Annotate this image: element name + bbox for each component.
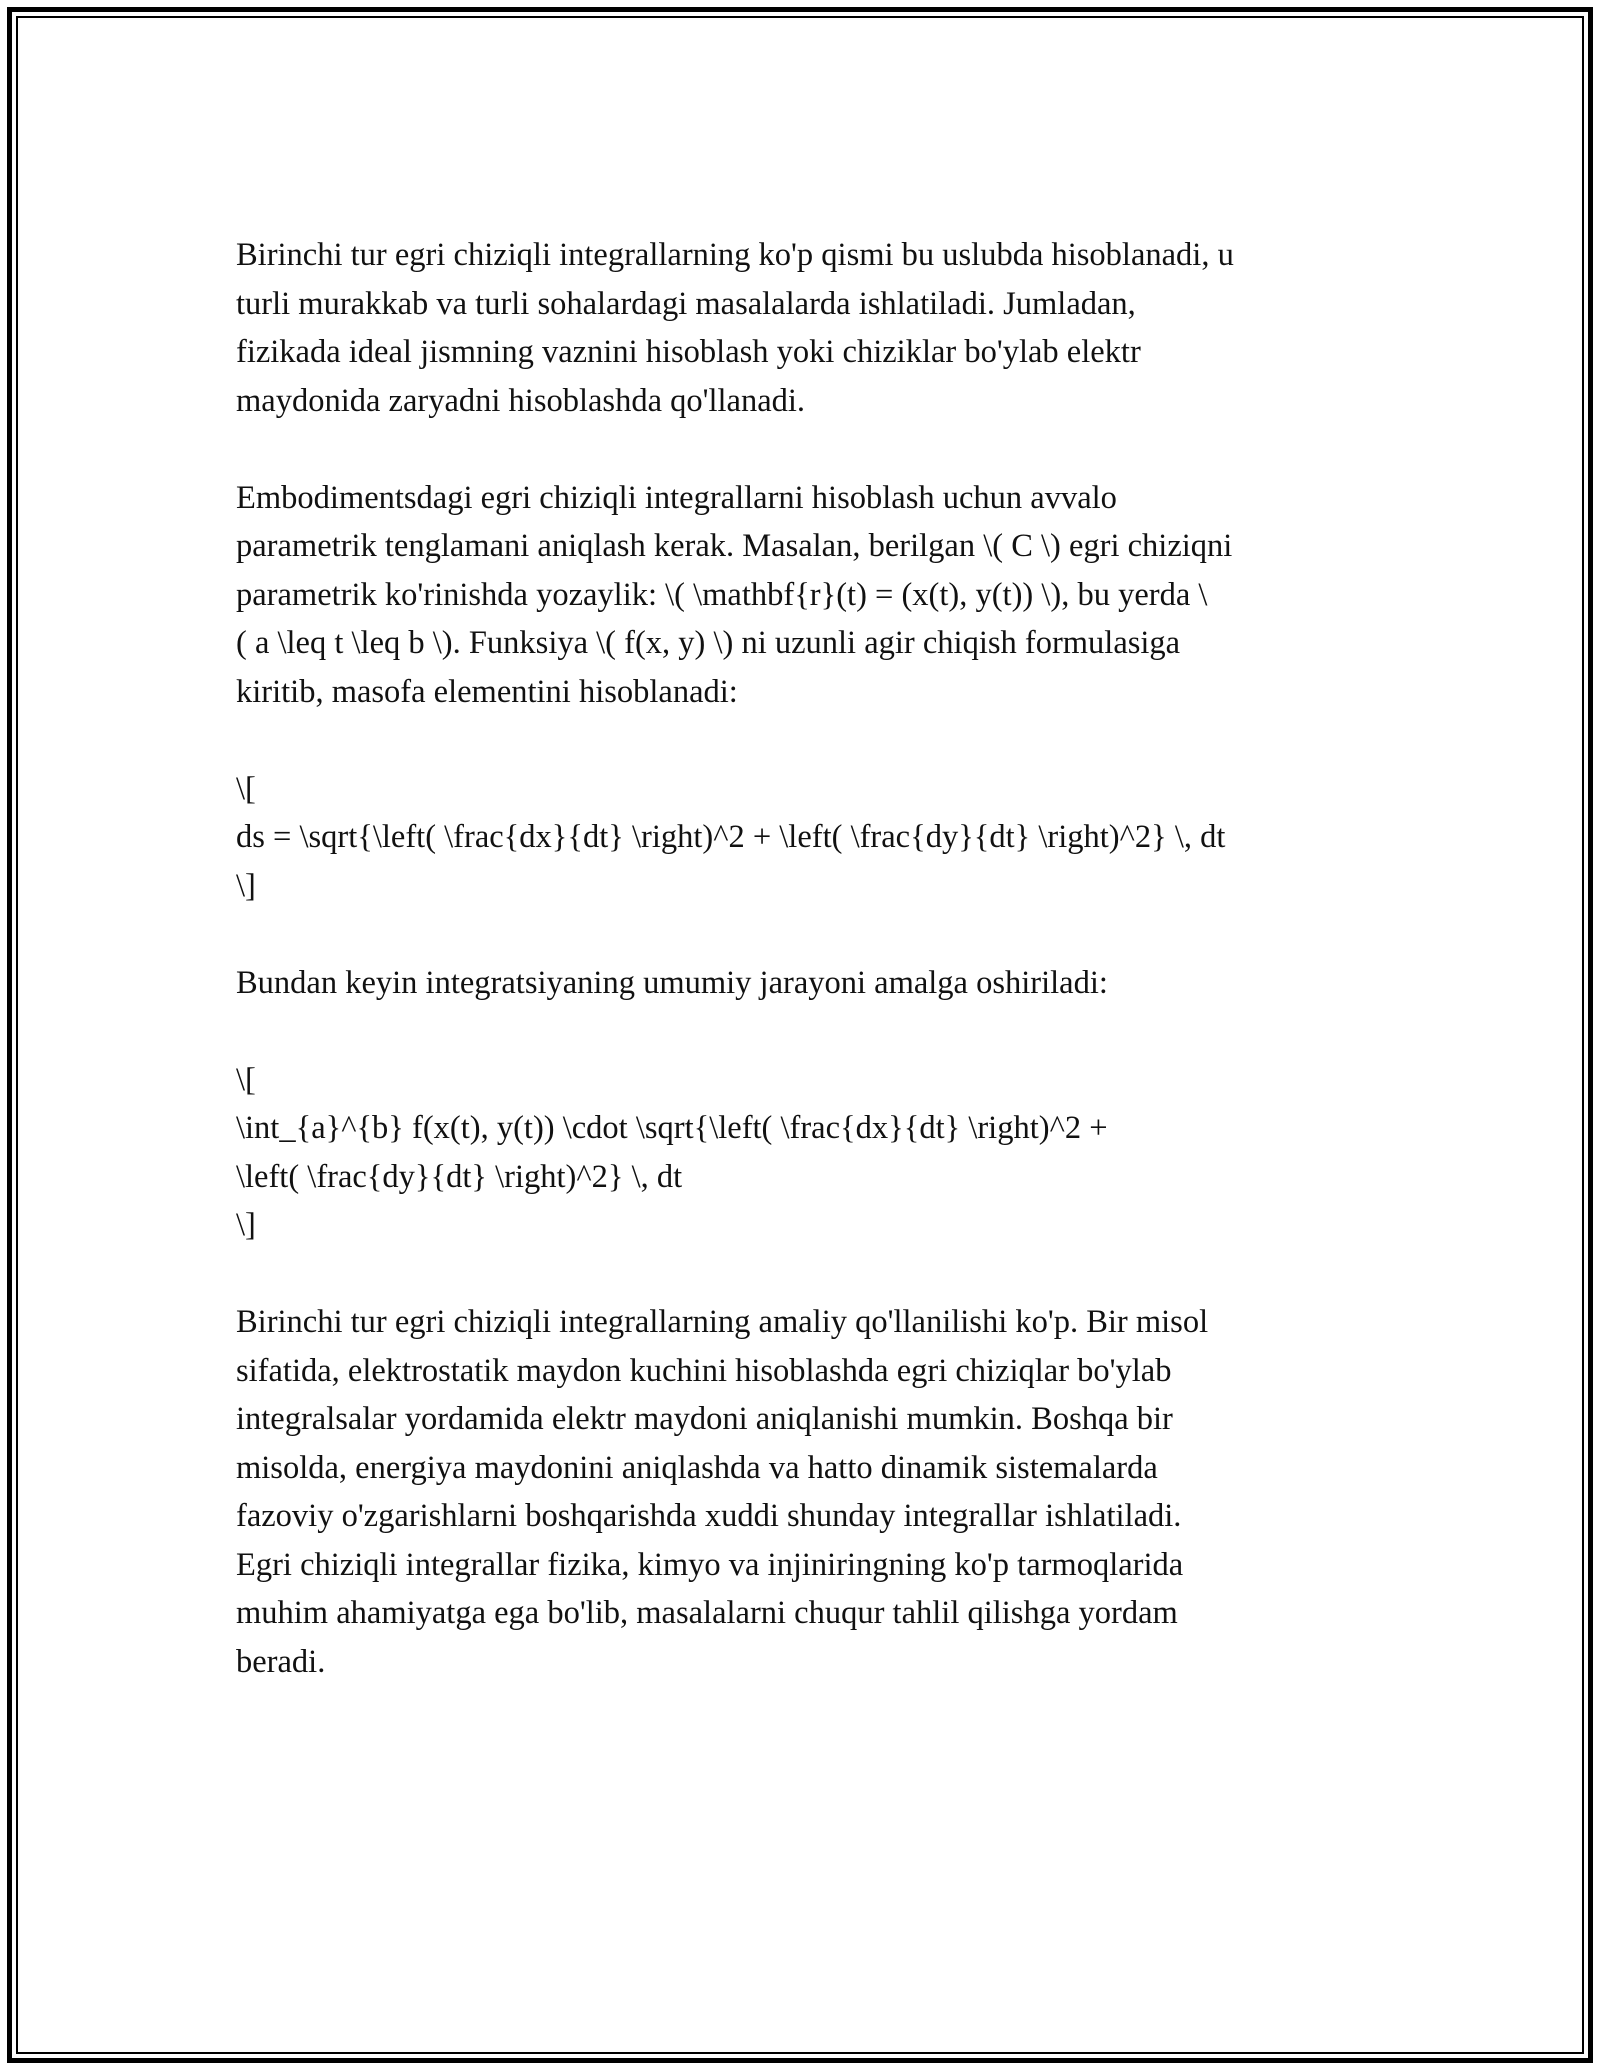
formula-arc-length: \[ ds = \sqrt{\left( \frac{dx}{dt} \right)^2 + \left( \frac{dy}{dt} \right)^2} \, dt \] <box>236 770 1226 904</box>
paragraph-applications: Birinchi tur egri chiziqli integrallarning amaliy qo'llanilishi ko'p. Bir misol sifatida, elektrostatik maydon kuchini hisoblashda egri chiziqlar bo'ylab integralsalar yordamida elektr maydoni aniqlanishi mumkin. Boshqa bir misolda, energiya maydonini aniqlashda va hatto dinamik sistemalarda fazoviy o'zgarishlarni boshqarishda xuddi shunday integrallar ishlatiladi. Egri chiziqli integrallar fizika, kimyo va injiniringning ko'p tarmoqlarida muhim ahamiyatga ega bo'lib, masalalarni chuqur tahlil qilishga yordam beradi. <box>236 1304 1209 1680</box>
formula-line-integral: \[ \int_{a}^{b} f(x(t), y(t)) \cdot \sqrt{\left( \frac{dx}{dt} \right)^2 + \left( \frac{dy}{dt} \right)^2} \, dt \] <box>236 1061 1108 1243</box>
document-body <box>236 231 1366 1686</box>
paragraph-integration: Bundan keyin integratsiyaning umumiy jarayoni amalga oshiriladi: <box>236 964 1108 1001</box>
paragraph-parametric: Embodimentsdagi egri chiziqli integrallarni hisoblash uchun avvalo parametrik tenglamani aniqlash kerak. Masalan, berilgan \( C \) egri chiziqni parametrik ko'rinishda yozaylik: \( \mathbf{r}(t) = (x(t), y(t)) \), bu yerda \ ( a \leq t \leq b \). Funksiya \( f(x, y) \) ni uzunli agir chiqish formulasiga kiritib, masofa elementini hisoblanadi: <box>236 479 1233 710</box>
paragraph-intro: Birinchi tur egri chiziqli integrallarning ko'p qismi bu uslubda hisoblanadi, u turli murakkab va turli sohalardagi masalalarda ishlatiladi. Jumladan, fizikada ideal jismning vaznini hisoblash yoki chiziklar bo'ylab elektr maydonida zaryadni hisoblashda qo'llanadi. <box>236 237 1234 419</box>
